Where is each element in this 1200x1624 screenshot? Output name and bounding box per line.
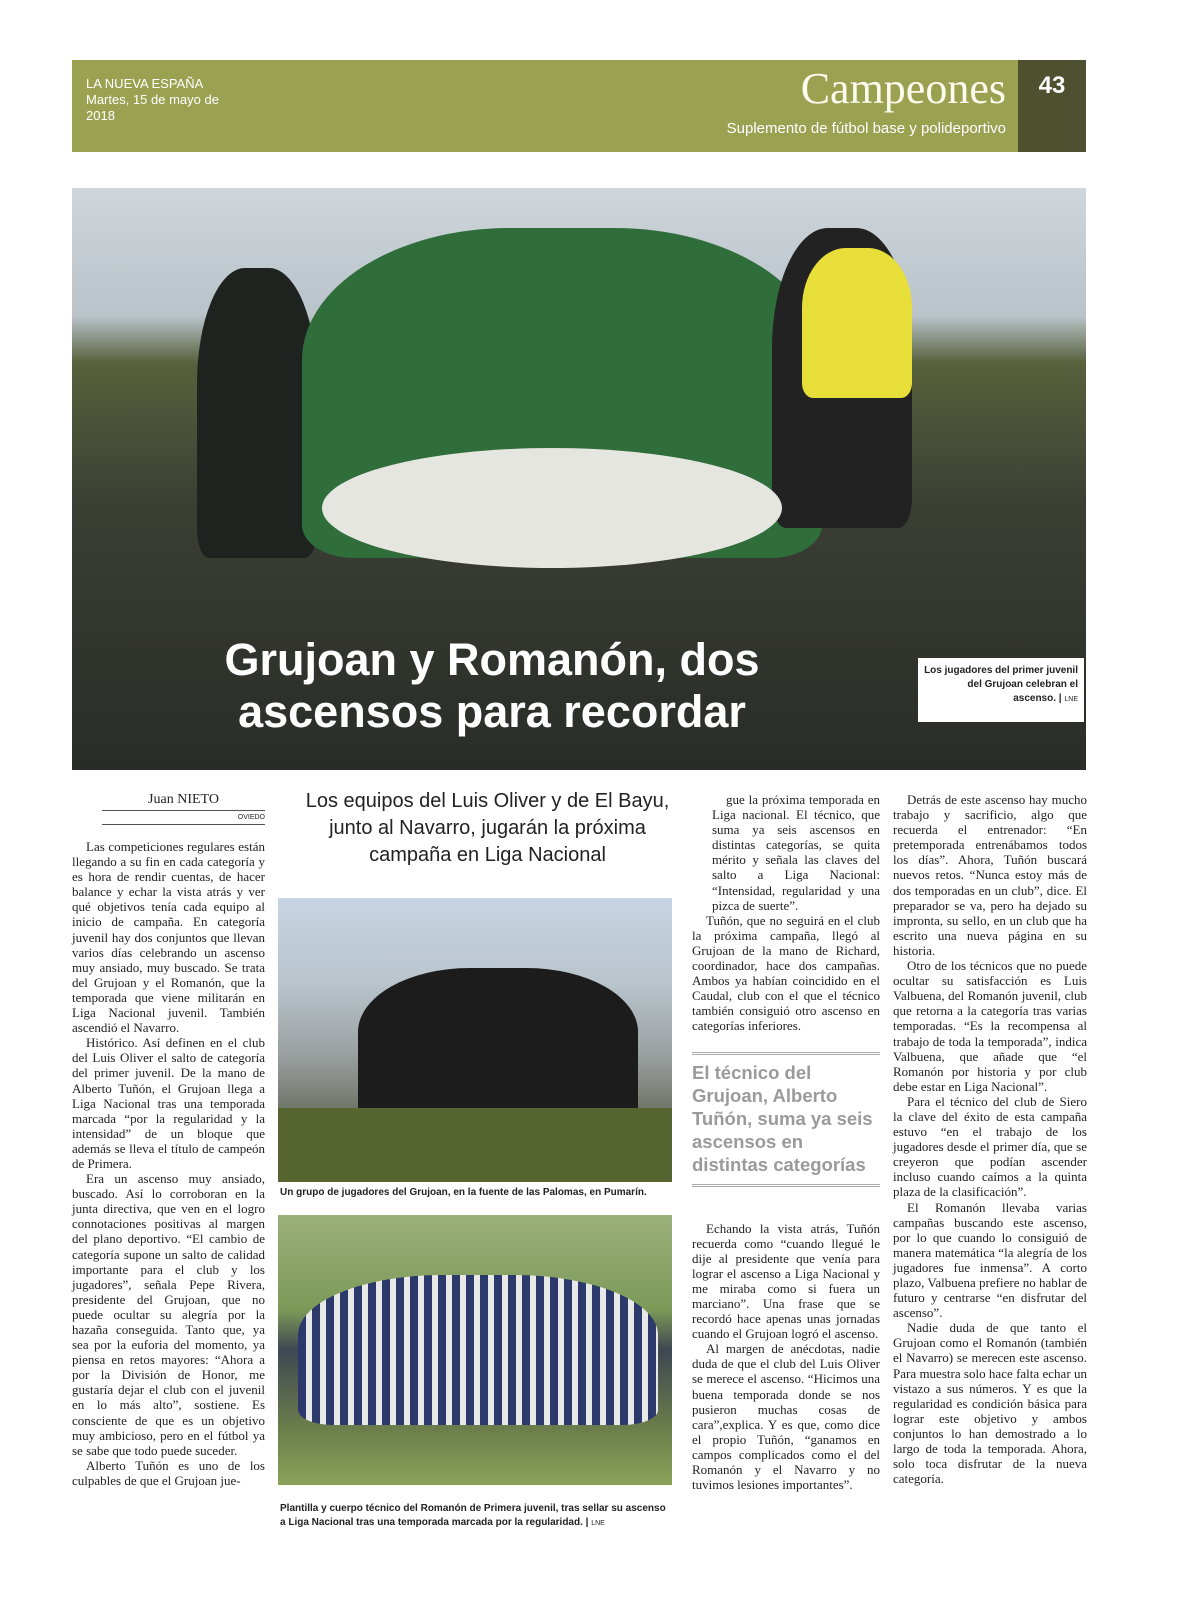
section-header [72, 60, 1086, 152]
byline-place: OVIEDO [102, 811, 265, 825]
paragraph: Alberto Tuñón es uno de los culpables de que el Grujoan jue- [72, 1457, 265, 1488]
paragraph: El Romanón llevaba varias campañas buscando este ascenso, por lo que cuando lo consiguió de manera matemática “la alegría de los jugadores fue inmensa”. A corto plazo, Valbuena prefiere no hablar de futuro y centrarse “en disfrutar del ascenso”. [893, 1199, 1087, 1321]
paragraph: Las competiciones regulares están llegando a su fin en cada categoría y es hora de rendir cuentas, de hacer balance y echar la vista atrás y ver qué objetivos tenía cada equipo al inicio de campaña. En categoría juvenil hay dos conjuntos que llevan varios días celebrando un ascenso muy ansiado, muy buscado. Se trata del Grujoan y el Romanón, que la temporada que viene militarán en Liga Nacional juvenil. También ascendió el Navarro. [72, 839, 265, 1036]
paragraph: Tuñón, que no seguirá en el club la próxima campaña, llegó al Grujoan de la mano de Richard, coordinador, hace dos campañas. Ambos ya habían coincidido en el Caudal, club con el que el técnico también consiguió otro ascenso en categorías inferiores. [692, 912, 880, 1034]
team-photo-caption: Plantilla y cuerpo técnico del Romanón de Primera juvenil, tras sellar su ascenso a Liga Nacional tras una temporada marcada por la regularidad. | LNE [280, 1503, 666, 1528]
team-photo [278, 1215, 672, 1485]
page-number: 43 [1018, 60, 1086, 152]
paragraph: Detrás de este ascenso hay mucho trabajo y sacrificio, algo que recuerda el entrenador: “En pretemporada entrenábamos todos los días”. Ahora, Tuñón buscará nuevos retos. “Nunca estoy más de dos temporadas en un club”, dice. El preparador se va, pero ha dejado su impronta, su sello, en un club que ha escrito una nueva página en su historia. [893, 792, 1087, 958]
section-title: Campeones [800, 64, 1006, 113]
paragraph: Era un ascenso muy ansiado, buscado. Así lo corroboran en la junta directiva, que ven en el logro connotaciones positivas al margen del plano deportivo. “El cambio de categoría supone un salto de calidad importante para el club y los jugadores”, señala Pepe Rivera, presidente del Grujoan, que no puede ocultar su alegría por la hazaña conseguida. Tanto que, ya sea por la euforia del momento, ya piensa en retos mayores: “Ahora a por la División de Honor, me gustaría dejar el club con el juvenil en lo más alto”, sostiene. Es consciente de que es un objetivo muy ambicioso, pero en el fútbol ya se sabe que todo puede suceder. [72, 1171, 265, 1458]
paragraph: Histórico. Así definen en el club del Luis Oliver el salto de categoría del primer juvenil. De la mano de Alberto Tuñón, el Grujoan llega a Liga Nacional tras una temporada marcada “por la regularidad y la intensidad” de un bloque que además se lleva el título de campeón de Primera. [72, 1035, 265, 1171]
caption-text: Plantilla y cuerpo técnico del Romanón de Primera juvenil, tras sellar su ascenso a Liga Nacional tras una temporada marcada por la regularidad. [280, 1503, 666, 1528]
caption-text: Los jugadores del primer juvenil del Grujoan celebran el ascenso. [924, 665, 1078, 704]
article-column-4 [893, 792, 1087, 1486]
byline-author: Juan NIETO [102, 792, 265, 811]
paragraph: Al margen de anécdotas, nadie duda de que el club del Luis Oliver se merece el ascenso. “Hicimos una buena temporada donde se nos pusieron muchas cosas de cara”,explica. Y es que, como dice el propio Tuñón, “ganamos en campos complicados como el del Romanón y el Navarro y no tuvimos lesiones importantes”. [692, 1341, 880, 1493]
section-subtitle: Suplemento de fútbol base y polideportivo [726, 120, 1006, 137]
subheadline: Los equipos del Luis Oliver y de El Bayu, junto al Navarro, jugarán la próxima campaña en Liga Nacional [305, 790, 670, 866]
publication-date: Martes, 15 de mayo de 2018 [86, 92, 219, 123]
pull-quote: El técnico del Grujoan, Alberto Tuñón, suma ya seis ascensos en distintas categorías [692, 1052, 880, 1187]
fountain-photo [278, 898, 672, 1182]
article-column-3 [692, 792, 880, 1492]
paragraph: Otro de los técnicos que no puede ocultar su satisfacción es Luis Valbuena, del Romanón juvenil, club que retorna a la categoría tras varias temporadas. “Es la recompensa al trabajo de toda la temporada”, indica Valbuena, que añade que “el Romanón por historia y por club debe estar en Liga Nacional”. [893, 958, 1087, 1094]
fountain-photo-caption: Un grupo de jugadores del Grujoan, en la fuente de las Palomas, en Pumarín. [280, 1187, 647, 1198]
photo-credit: LNE [591, 1520, 605, 1527]
paragraph: Echando la vista atrás, Tuñón recuerda como “cuando llegué le dije al presidente que venía para lograr el ascenso a Liga Nacional y me miraba como si fuera un marciano”. Una frase que se recordó hace apenas unas jornadas cuando el Grujoan logró el ascenso. [692, 1220, 880, 1342]
main-photo-caption: Los jugadores del primer juvenil del Grujoan celebran el ascenso. | LNE [918, 658, 1084, 722]
publication-name: LA NUEVA ESPAÑA [86, 76, 204, 91]
article-column-1 [72, 792, 265, 1488]
main-photo [72, 188, 1086, 770]
paragraph: gue la próxima temporada en Liga nacional. El técnico, que suma ya seis ascensos en distintas categorías, se quita mérito y señala las claves del salto a Liga Nacional: “Intensidad, regularidad y una pizca de suerte”. [712, 792, 880, 913]
paragraph: Para el técnico del club de Siero la clave del éxito de esta campaña estuvo “en el trabajo de los jugadores desde el primer día, que se creyeron que podían ascender incluso cuando caímos a la quinta plaza de la clasificación”. [893, 1093, 1087, 1200]
paragraph: Nadie duda de que tanto el Grujoan como el Romanón (también el Navarro) se merecen este ascenso. Para muestra solo hace falta echar un vistazo a sus números. Y es que la regularidad es condición básica para lograr este objetivo y ambos conjuntos lo han demostrado a lo largo de toda la temporada. Ahora, solo toca disfrutar de la nueva categoría. [893, 1320, 1087, 1487]
headline: Grujoan y Romanón, dos ascensos para recordar [224, 634, 760, 737]
photo-credit: LNE [1064, 696, 1078, 703]
publication-info [86, 76, 226, 124]
